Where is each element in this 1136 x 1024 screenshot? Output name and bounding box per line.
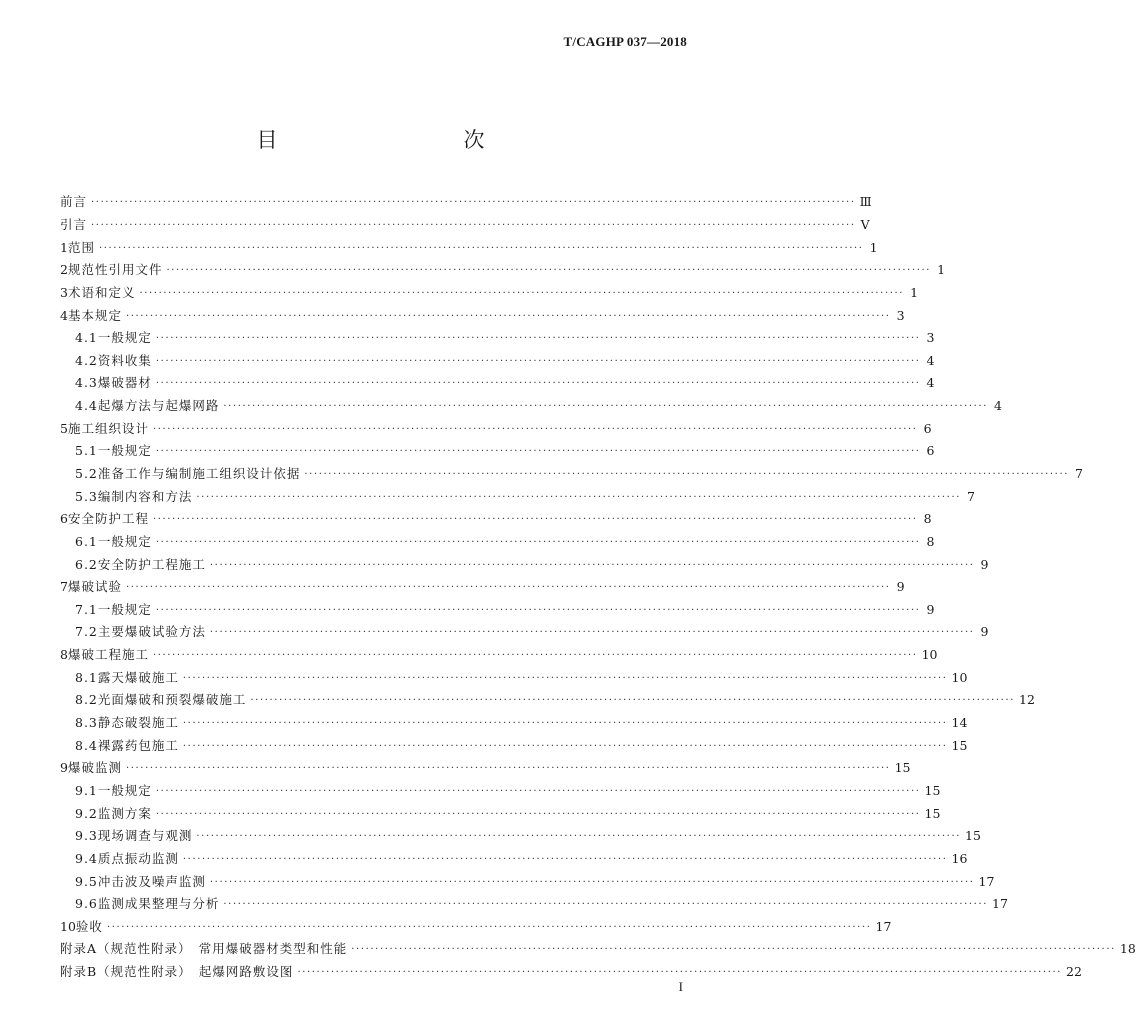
dot-leader: ································································································································································ — [152, 650, 918, 662]
toc-entry[interactable] — [60, 553, 989, 576]
dot-leader: ································································································································································ — [125, 763, 891, 775]
toc-entry[interactable] — [60, 282, 919, 305]
toc-entry-label: 一般规定 — [97, 443, 152, 459]
toc-entry-page: 7 — [967, 488, 975, 504]
toc-entry-page: 15 — [924, 782, 941, 798]
dot-leader: ································································································································································ — [297, 967, 1063, 979]
toc-entry[interactable] — [60, 349, 935, 372]
toc-entry-page: 17 — [978, 873, 995, 889]
dot-leader: ································································································································································ — [182, 853, 948, 865]
toc-entry-label: 一般规定 — [97, 330, 152, 346]
toc-entry-number: 9 — [60, 760, 68, 776]
toc-entry[interactable] — [60, 485, 975, 508]
toc-entry-page: 15 — [951, 737, 968, 753]
toc-entry-label: 露天爆破施工 — [97, 669, 179, 685]
toc-entry[interactable] — [60, 757, 911, 780]
toc-entry[interactable] — [60, 395, 1002, 418]
toc-entry-label: 主要爆破试验方法 — [97, 624, 206, 640]
toc-entry-label: 光面爆破和预裂爆破施工 — [97, 692, 247, 708]
toc-entry-page: 8 — [926, 533, 935, 549]
dot-leader: ································································································································································ — [155, 604, 921, 616]
toc-entry-page: 4 — [994, 398, 1002, 414]
dot-leader: ································································································································································ — [91, 197, 856, 209]
dot-leader: ································································································································································ — [196, 491, 961, 503]
toc-entry-number: 7 — [60, 579, 68, 595]
toc-entry[interactable] — [60, 848, 968, 871]
toc-entry[interactable] — [60, 621, 989, 644]
toc-entry-number: 10 — [60, 918, 76, 934]
dot-leader: ································································································································································ — [250, 695, 1015, 707]
toc-entry-label: 质点振动监测 — [97, 850, 179, 866]
toc-entry-label: 一般规定 — [97, 601, 152, 617]
toc-entry-number: 9.4 — [75, 850, 98, 866]
toc-entry-label: 静态破裂施工 — [97, 715, 179, 731]
toc-entry-page: 1 — [869, 239, 878, 255]
dot-leader: ································································································································································ — [351, 944, 1116, 956]
dot-leader: ································································································································································ — [155, 446, 921, 458]
dot-leader: ································································································································································ — [166, 265, 932, 277]
toc-entry[interactable] — [60, 191, 872, 214]
toc-entry[interactable] — [60, 214, 870, 237]
toc-entry[interactable] — [60, 372, 935, 395]
toc-entry-label: 施工组织设计 — [67, 420, 149, 436]
toc-entry-label: 监测成果整理与分析 — [97, 896, 220, 912]
toc-entry-number: 8.1 — [75, 669, 98, 685]
toc-entry-page: 6 — [926, 443, 935, 459]
toc-entry-page: 1 — [910, 284, 919, 300]
toc-entry-number: 7.2 — [75, 624, 98, 640]
toc-entry-label: 爆破试验 — [67, 579, 122, 595]
toc-entry-label: 一般规定 — [97, 782, 152, 798]
dot-leader: ································································································································································ — [125, 582, 891, 594]
toc-entry-number: 8.2 — [75, 692, 98, 708]
toc-entry[interactable] — [60, 599, 935, 622]
dot-leader: ································································································································································ — [155, 785, 921, 797]
toc-entry[interactable] — [60, 712, 968, 735]
toc-entry-number: 6.1 — [75, 533, 98, 549]
toc-entry-page: 4 — [926, 375, 935, 391]
toc-entry[interactable] — [60, 463, 1083, 486]
toc-entry-number: 5.2 — [75, 466, 98, 481]
page-number: I — [678, 979, 683, 994]
dot-leader: ································································································································································ — [106, 921, 872, 933]
toc-entry-page: 3 — [896, 307, 905, 323]
dot-leader: ································································································································································ — [182, 740, 948, 752]
toc-entry[interactable] — [60, 259, 946, 282]
toc-entry-page: 9 — [896, 579, 905, 595]
toc-entry[interactable] — [60, 938, 1136, 961]
toc-entry-page: 6 — [923, 420, 932, 436]
toc-entry-label: 前言 — [60, 194, 88, 210]
dot-leader: ································································································································································ — [196, 831, 961, 843]
toc-entry-page: 17 — [875, 918, 892, 934]
toc-entry-label: 冲击波及噪声监测 — [97, 873, 206, 889]
toc-entry[interactable] — [60, 689, 1035, 712]
toc-entry-number: 4.3 — [75, 375, 98, 391]
toc-entry-label: 爆破监测 — [67, 760, 122, 776]
toc-entry-page: 3 — [926, 330, 935, 346]
toc-entry-number: 1 — [60, 239, 68, 255]
toc-entry[interactable] — [60, 440, 935, 463]
dot-leader: ································································································································································ — [209, 876, 975, 888]
toc-entry-label: 准备工作与编制施工组织设计依据 — [97, 466, 301, 481]
toc-entry-page: 22 — [1066, 964, 1082, 980]
toc-entry-label: 基本规定 — [67, 307, 122, 323]
toc-entry-number: 6.2 — [75, 556, 98, 572]
dot-leader: ································································································································································ — [182, 718, 948, 730]
dot-leader: ································································································································································ — [209, 627, 975, 639]
toc-entry-page: Ⅴ — [860, 216, 870, 232]
toc-entry-number: 5.1 — [75, 443, 98, 459]
toc-entry[interactable] — [60, 508, 932, 531]
toc-entry-number: 2 — [60, 262, 68, 278]
toc-entry-label: 现场调查与观测 — [97, 828, 193, 844]
toc-entry-number: 4 — [60, 307, 68, 323]
toc-entry-number: 9.1 — [75, 782, 98, 798]
toc-entry[interactable] — [60, 870, 995, 893]
toc-entry[interactable] — [60, 417, 932, 440]
toc-entry-page: 10 — [951, 669, 968, 685]
toc-entry-number: 4.2 — [75, 352, 98, 368]
toc-entry-label: 监测方案 — [97, 805, 152, 821]
toc-entry-page: 12 — [1019, 692, 1035, 708]
toc-entry-label: 一般规定 — [97, 533, 152, 549]
dot-leader: ································································································································································ — [91, 219, 856, 231]
toc-entry-number: 8.3 — [75, 715, 98, 731]
toc-entry-label: 编制内容和方法 — [97, 488, 193, 504]
dot-leader: ································································································································································ — [155, 333, 921, 345]
toc-entry[interactable] — [60, 531, 935, 554]
toc-entry-number: 9.3 — [75, 828, 98, 844]
toc-entry-label: 引言 — [60, 216, 88, 232]
dot-leader: ································································································································································ — [155, 808, 921, 820]
toc-entry-page: 17 — [992, 896, 1008, 912]
toc-entry-page: 15 — [894, 760, 911, 776]
toc-entry[interactable] — [60, 893, 1008, 916]
toc-entry-page: 14 — [951, 715, 968, 731]
toc-entry-number: 9.6 — [75, 896, 98, 912]
toc-entry-page: 4 — [926, 352, 935, 368]
toc-entry[interactable] — [60, 666, 968, 689]
toc-entry[interactable] — [60, 916, 892, 939]
toc-entry-page: 9 — [980, 624, 989, 640]
toc-entry[interactable] — [60, 327, 935, 350]
toc-entry[interactable] — [60, 961, 1082, 984]
toc-entry[interactable] — [60, 304, 905, 327]
toc-entry-label: 规范性引用文件 — [67, 262, 163, 278]
toc-entry-page: 10 — [921, 647, 938, 663]
toc-entry-label: 起爆方法与起爆网路 — [97, 398, 220, 414]
toc-entry-label: 资料收集 — [97, 352, 152, 368]
dot-leader: ································································································································································ — [223, 899, 988, 911]
toc-entry[interactable] — [60, 236, 878, 259]
toc-entry[interactable] — [60, 644, 938, 667]
dot-leader: ································································································································································ — [139, 287, 905, 299]
dot-leader: ································································································································································ — [152, 514, 918, 526]
toc-entry-number: 8 — [60, 647, 68, 663]
dot-leader: ································································································································································ — [223, 401, 988, 413]
toc-entry-label: 附录A（规范性附录） 常用爆破器材类型和性能 — [60, 941, 348, 957]
toc-entry-label: 附录B（规范性附录） 起爆网路敷设图 — [60, 964, 294, 980]
page-title: 目 次 — [256, 128, 533, 152]
toc-entry-label: 验收 — [75, 918, 103, 934]
toc-entry-number: 9.5 — [75, 873, 98, 889]
dot-leader: ································································································································································ — [152, 423, 918, 435]
toc-entry-page: 15 — [924, 805, 941, 821]
toc-entry-label: 安全防护工程 — [67, 511, 149, 527]
toc-entry-page: 18 — [1119, 941, 1136, 957]
toc-entry-number: 5.3 — [75, 488, 98, 504]
toc-entry-label: 安全防护工程施工 — [97, 556, 206, 572]
toc-entry[interactable] — [60, 825, 981, 848]
toc-entry-page: 9 — [926, 601, 935, 617]
toc-entry-label: 爆破工程施工 — [67, 647, 149, 663]
toc-entry-page: 9 — [980, 556, 989, 572]
table-of-contents — [60, 191, 1136, 983]
dot-leader: ································································································································································ — [182, 672, 948, 684]
toc-entry-label: 爆破器材 — [97, 375, 152, 391]
toc-entry-number: 6 — [60, 511, 68, 527]
dot-leader: ································································································································································ — [155, 378, 921, 390]
toc-entry-label: 裸露药包施工 — [97, 737, 179, 753]
toc-entry-number: 7.1 — [75, 601, 98, 617]
toc-entry-number: 9.2 — [75, 805, 98, 821]
toc-entry-number: 8.4 — [75, 737, 98, 753]
toc-entry-page: 15 — [965, 828, 981, 844]
toc-entry-page: 7 — [1075, 466, 1083, 481]
dot-leader: ································································································································································ — [304, 469, 1069, 480]
toc-entry[interactable] — [60, 802, 941, 825]
document-code: T/CAGHP 037—2018 — [563, 34, 687, 49]
toc-entry-label: 范围 — [67, 239, 95, 255]
toc-entry[interactable] — [60, 780, 941, 803]
toc-entry-number: 5 — [60, 420, 68, 436]
toc-entry-page: 8 — [923, 511, 932, 527]
toc-entry[interactable] — [60, 734, 968, 757]
toc-entry[interactable] — [60, 576, 905, 599]
toc-entry-number: 4.4 — [75, 398, 98, 414]
toc-entry-page: Ⅲ — [859, 194, 872, 210]
toc-entry-page: 16 — [951, 850, 968, 866]
dot-leader: ································································································································································ — [125, 310, 891, 322]
dot-leader: ································································································································································ — [209, 559, 975, 571]
toc-entry-number: 4.1 — [75, 330, 98, 346]
toc-entry-label: 术语和定义 — [67, 284, 136, 300]
toc-entry-number: 3 — [60, 284, 68, 300]
dot-leader: ································································································································································ — [98, 242, 864, 254]
dot-leader: ································································································································································ — [155, 355, 921, 367]
toc-entry-page: 1 — [937, 262, 946, 278]
dot-leader: ································································································································································ — [155, 536, 921, 548]
